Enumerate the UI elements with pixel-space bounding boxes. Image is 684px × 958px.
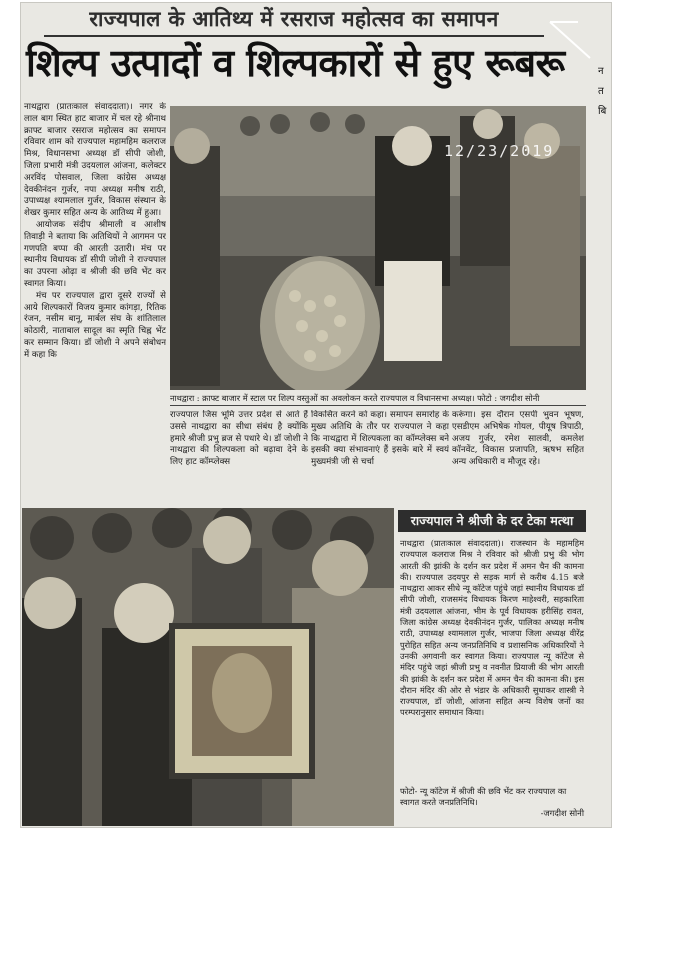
story-column-1: [24, 102, 166, 506]
photo1-caption: नाथद्वारा : क्राफ्ट बाजार में स्टाल पर शिल्प वस्तुओं का अवलोकन करते राज्यपाल व विधानसभा अध्यक्ष। फोटो : जगदीश सोनी: [170, 391, 586, 406]
story-column-3: विकसित करने को कहा। समापन समारोह के मुख्य अतिथि के तौर पर राज्यपाल ने कहा कि नाथद्वारा में शिल्पकला का कॉम्प्लेक्स बने इसकी क्या संभावनाएं हैं इसके बारे में स्वयं मुख्यमंत्री जी से चर्चा: [311, 410, 449, 468]
photo-date-stamp: 12/23/2019: [444, 142, 555, 160]
sidebar-story-body: नाथद्वारा (प्रातःकाल संवाददाता)। राजस्थान के महामहिम राज्यपाल कलराज मिश्र ने रविवार को श्रीजी प्रभु की भोग आरती की झांकी के दर्शन कर प्रदेश में अमन चैन की कामना की। राज्यपाल उदयपुर से सड़क मार्ग से करीब 4.15 बजे नाथद्वारा आकर सीधे न्यू कॉटेज पहुंचे जहां स्थानीय विधायक डॉ सीपी जोशी, राजसमंद विधायक किरण माहेश्वरी, सहकारिता मंत्री उदयलाल आंजना, भीम के पूर्व विधायक हरीसिंह रावत, जिला कांग्रेस अध्यक्ष देवकीनंदन गुर्जर, पालिका अध्यक्ष मनीष राठी, उपाध्यक्ष श्यामलाल गुर्जर, भाजपा जिला अध्यक्ष वीरेंद्र पुरोहित सहित अन्य जनप्रतिनिधि व प्रशासनिक अधिकारियों ने उनकी अगवानी कर स्वागत किया। राज्यपाल न्यू कॉटेज से मंदिर पहुंचे जहां श्रीजी प्रभु व नवनीत प्रियाजी की भोग आरती की झांकी के दर्शन कर प्रदेश में अमन चैन की कामना की। इस दौरान मंदिर की ओर से भंडार के अधिकारी सुधाकर शास्त्री ने राज्यपाल, डॉ जोशी, आंजना सहित अन्य विशेष जनों का परम्परानुसार समाधान किया।: [400, 538, 584, 718]
photo2-caption: फोटो- न्यू कॉटेज में श्रीजी की छवि भेंट कर राज्यपाल का स्वागत करते जनप्रतिनिधि।: [400, 786, 567, 808]
story-paragraph: आयोजक संदीप श्रीमाली व आशीष तिवाड़ी ने बताया कि अतिथियों ने आगमन पर गणपति बप्पा की आरती उतारी। मंच पर स्थानीय विधायक डॉ सीपी जोशी ने राज्यपाल का उपरना ओढ़ा व श्रीजी की छवि भेंट कर स्वागत किया।: [24, 219, 166, 289]
adjacent-letter: बि: [598, 106, 607, 117]
newspaper-clipping: [20, 2, 612, 828]
byline: -जगदीश सोनी: [540, 808, 584, 818]
story-paragraph: मंच पर राज्यपाल द्वारा दूसरे राज्यों से आये शिल्पकारों विजय कुमार कांगड़ा, रितिक रंजन, नसीम बानू, मार्बल संघ के शांतिलाल कोठारी, नाताबाल सादूल का स्मृति चिह्न भेंट कर सम्मान किया। डॉ जोशी ने अपने संबोधन में कहा कि: [24, 290, 166, 360]
corner-fold-mark: [548, 20, 592, 60]
adjacent-column-edge: [598, 62, 612, 262]
adjacent-letter: न: [598, 66, 604, 77]
photo-governor-receiving-painting: [22, 508, 394, 826]
main-headline: शिल्प उत्पादों व शिल्पकारों से हुए रूबरू: [26, 40, 565, 85]
kicker-headline: राज्यपाल के आतिथ्य में रसराज महोत्सव का समापन: [44, 5, 544, 37]
photo-felicitation-graphic: [22, 508, 394, 826]
adjacent-letter: त: [598, 86, 604, 97]
story-column-2: राज्यपाल जिस भूमि उत्तर प्रदेश से आते हैं उससे नाथद्वारा का सीधा संबंध है क्योंकि हमारे श्रीजी प्रभु ब्रज से पधारे थे। डॉ जोशी ने नाथद्वारा की शिल्पकला को बढ़ावा देने के लिए हाट कॉम्प्लेक्स: [170, 410, 308, 468]
story-paragraph: नाथद्वारा (प्रातःकाल संवाददाता)। नगर के लाल बाग स्थित हाट बाजार में चल रहे श्रीनाथ क्राफ्ट बाजार रसराज महोत्सव का समापन रविवार शाम को राज्यपाल महामहिम कलराज मिश्र, विधानसभा अध्यक्ष डॉ सीपी जोशी, जिला प्रभारी मंत्री उदयलाल आंजना, कलेक्टर अरविंद पोसवाल, जिला कांग्रेस अध्यक्ष देवकीनंदन गुर्जर, नपा अध्यक्ष मनीष राठी, उपाध्यक्ष श्यामलाल गुर्जर, विकास संस्थान के शेखर कुमार सहित अन्य के आतिथ्य में हुआ।: [24, 102, 166, 219]
story-column-4: करूंगा। इस दौरान एसपी भुवन भूषण, एसडीएम अभिषेक गोयल, पीयूष त्रिपाठी, अजय गुर्जर, रमेश सालवी, कमलेश कॉनवेंट, विकास प्रजापति, ऋषभ सहित अन्य अधिकारी व मौजूद रहे।: [452, 410, 584, 468]
sidebar-subheadline: राज्यपाल ने श्रीजी के दर टेका मत्था: [398, 510, 586, 532]
